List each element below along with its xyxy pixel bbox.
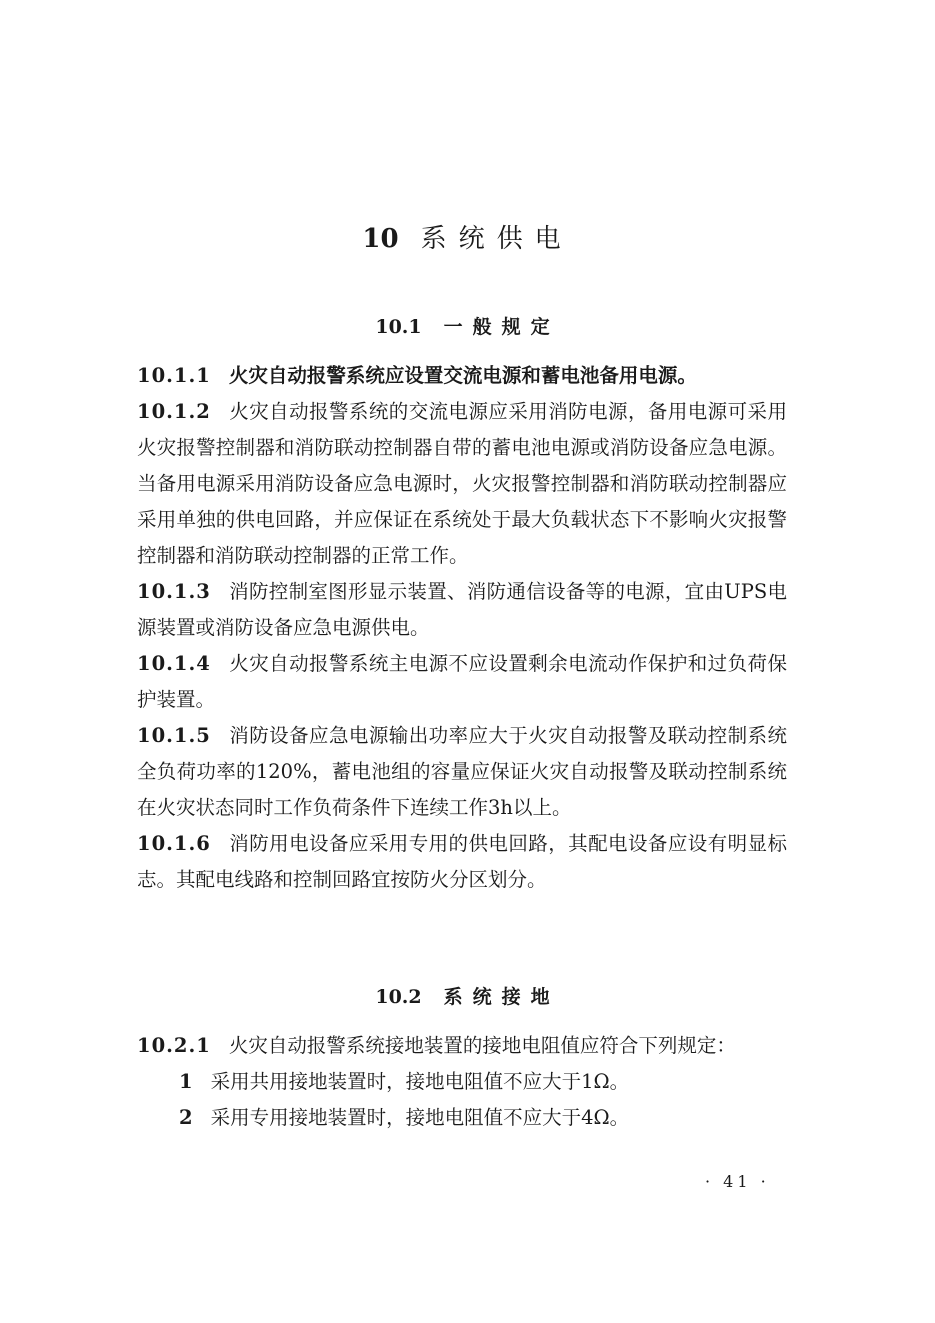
clause-10-1-4: [137, 646, 787, 718]
item-text: 采用专用接地装置时，接地电阻值不应大于4Ω。: [210, 1106, 630, 1129]
clause-number: 10.1.2: [137, 400, 211, 423]
clause-10-1-6: [137, 826, 787, 898]
item-text: 采用共用接地装置时，接地电阻值不应大于1Ω。: [210, 1070, 630, 1093]
section-title: 一般规定: [443, 316, 560, 338]
section-title: 系统接地: [443, 986, 560, 1008]
clause-number: 10.1.6: [137, 832, 211, 855]
item-number: 1: [179, 1070, 193, 1093]
clause-number: 10.1.3: [137, 580, 211, 603]
clause-number: 10.1.1: [137, 364, 211, 387]
list-item-2: [137, 1100, 787, 1136]
clause-10-2-1: [137, 1028, 787, 1064]
clause-10-1-5: [137, 718, 787, 826]
list-item-1: [137, 1064, 787, 1100]
chapter-number: 10: [362, 224, 399, 254]
clause-text: 火灾自动报警系统主电源不应设置剩余电流动作保护和过负荷保护装置。: [137, 652, 787, 711]
clause-text: 火灾自动报警系统的交流电源应采用消防电源，备用电源可采用火灾报警控制器和消防联动控制器自带的蓄电池电源或消防设备应急电源。当备用电源采用消防设备应急电源时，火灾报警控制器和消防联动控制器应采用单独的供电回路，并应保证在系统处于最大负载状态下不影响火灾报警控制器和消防联动控制器的正常工作。: [137, 400, 787, 567]
chapter-title: 系统供电: [420, 224, 573, 254]
item-number: 2: [179, 1106, 193, 1129]
clause-text: 火灾自动报警系统应设置交流电源和蓄电池备用电源。: [228, 364, 697, 387]
page-number: · 41 ·: [705, 1172, 770, 1191]
clause-text: 消防控制室图形显示装置、消防通信设备等的电源，宜由UPS电源装置或消防设备应急电源供电。: [137, 580, 787, 639]
clause-number: 10.1.4: [137, 652, 211, 675]
section-number: 10.1: [375, 316, 422, 338]
clause-number: 10.1.5: [137, 724, 211, 747]
clause-text: 消防设备应急电源输出功率应大于火灾自动报警及联动控制系统全负荷功率的120%，蓄电池组的容量应保证火灾自动报警及联动控制系统在火灾状态同时工作负荷条件下连续工作3h以上。: [137, 724, 787, 819]
chapter-heading: [0, 218, 935, 255]
clause-number: 10.2.1: [137, 1034, 211, 1057]
section-heading-10-2: [0, 982, 935, 1009]
clause-text: 消防用电设备应采用专用的供电回路，其配电设备应设有明显标志。其配电线路和控制回路宜按防火分区划分。: [137, 832, 787, 891]
section-body-10-2: [137, 1028, 787, 1136]
section-number: 10.2: [375, 986, 422, 1008]
clause-10-1-3: [137, 574, 787, 646]
section-body-10-1: [137, 358, 787, 898]
section-heading-10-1: [0, 312, 935, 339]
clause-10-1-2: [137, 394, 787, 574]
clause-10-1-1: [137, 358, 787, 394]
clause-text: 火灾自动报警系统接地装置的接地电阻值应符合下列规定：: [228, 1034, 736, 1057]
